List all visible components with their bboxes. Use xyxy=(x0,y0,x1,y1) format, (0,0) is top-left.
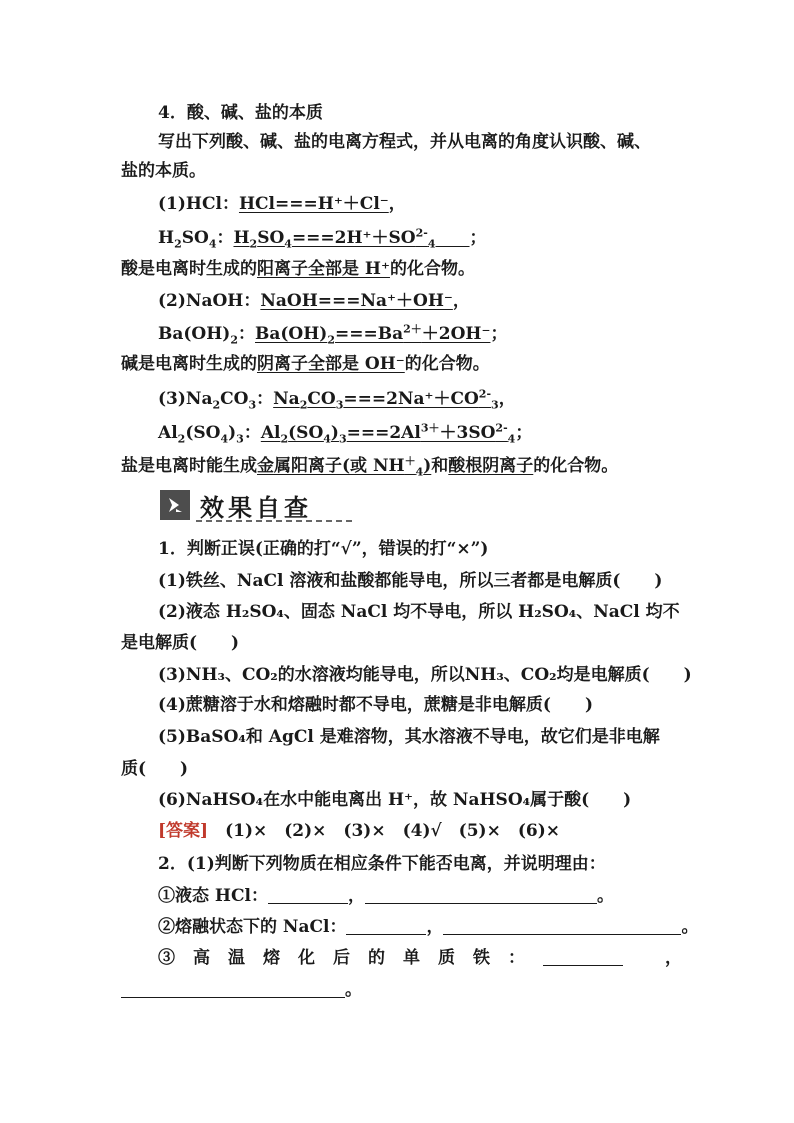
h2so4-equation: $H_2SO_4===2H^++SO^{2-}_4$ xyxy=(233,226,436,251)
salt-def-paren: ) xyxy=(423,456,432,476)
q2-item-2 xyxy=(158,916,698,938)
baoh2-line: $Ba(OH)_2$：$Ba(OH)_2===Ba^{2+}+2OH^-$； xyxy=(158,322,508,347)
base-def-post: 的化合物。 xyxy=(404,354,490,374)
naoh-equation: NaOH===Na⁺＋OH⁻ xyxy=(260,291,453,311)
q1-item-1: (1)铁丝、NaCl 溶液和盐酸都能导电，所以三者都是电解质( ) xyxy=(158,571,663,591)
hcl-label: (1)HCl： xyxy=(158,194,239,214)
al-label: Al xyxy=(158,423,178,443)
comma: ， xyxy=(347,886,365,906)
h2so4-eq-so: SO xyxy=(257,228,285,248)
intro-line-2: 盐的本质。 xyxy=(121,161,206,181)
q1-item-5-line-1: (5)BaSO₄和 AgCl 是难溶物，其水溶液不导电，故它们是非电解 xyxy=(158,727,660,747)
h2so4-label: H xyxy=(158,228,175,248)
al-label-paren: ) xyxy=(228,423,237,443)
h2so4-eq-h: H xyxy=(233,228,250,248)
acid-definition xyxy=(121,258,475,280)
salt-definition xyxy=(121,455,618,477)
al-eq-products: ===2Al xyxy=(346,423,421,443)
answer-blank[interactable] xyxy=(346,916,426,935)
baoh2-eq-c: ＋2OH⁻ xyxy=(421,324,491,344)
salt-def-post: 的化合物。 xyxy=(533,456,619,476)
q1-answer xyxy=(158,820,560,842)
carbonate-charge: 2- xyxy=(478,387,492,401)
answer-label: [答案] xyxy=(158,821,209,841)
period: 。 xyxy=(681,917,699,937)
ammonium-subscript: 4 xyxy=(415,465,424,479)
q2-item-3 xyxy=(158,947,682,969)
barium-charge: 2＋ xyxy=(403,322,422,336)
sulfate-charge: 2- xyxy=(495,421,508,435)
hcl-line xyxy=(158,193,406,215)
carbonate-subscript: 3 xyxy=(491,398,499,412)
h2so4-label-mid: SO xyxy=(181,228,209,248)
answer-text: (1)× (2)× (3)× (4)√ (5)× (6)× xyxy=(225,821,560,841)
al-eq-paren: ) xyxy=(330,423,339,443)
na2co3-colon: ： xyxy=(256,389,274,409)
reason-blank[interactable] xyxy=(365,885,597,904)
baoh2-eq-a: Ba(OH) xyxy=(255,324,328,344)
na2co3-label: (3)Na xyxy=(158,389,213,409)
salt-def-pre: 盐是电离时能生成 xyxy=(121,456,257,476)
acid-def-key: 阳离子全部是 H⁺ xyxy=(257,259,390,279)
salt-def-key-1 xyxy=(257,454,432,479)
na2co3-eq-products: ===2Na⁺＋CO xyxy=(343,389,479,409)
baoh2-colon: ： xyxy=(238,324,255,344)
base-def-pre: 碱是电离时生成的 xyxy=(121,354,257,374)
al-eq-so: (SO xyxy=(288,423,324,443)
comma: ， xyxy=(498,389,516,409)
base-def-key: 阴离子全部是 OH⁻ xyxy=(257,354,405,374)
salt-def-key-2: 酸根阴离子 xyxy=(448,456,534,476)
arrow-right-icon xyxy=(160,490,190,520)
comma: ， xyxy=(452,291,470,311)
q2-item-2-label: ②熔融状态下的 NaCl： xyxy=(158,917,347,937)
q2-stem: 2．(1)判断下列物质在相应条件下能否电离，并说明理由： xyxy=(158,854,606,874)
naoh-line xyxy=(158,290,470,312)
q2-item-1-label: ①液态 HCl： xyxy=(158,886,268,906)
baoh2-eq-b: ===Ba xyxy=(335,324,404,344)
baoh2-label: Ba(OH) xyxy=(158,324,231,344)
base-definition xyxy=(121,353,490,375)
answer-blank[interactable] xyxy=(268,885,348,904)
baoh2-equation: $Ba(OH)_2===Ba^{2+}+2OH^-$ xyxy=(255,322,491,347)
acid-def-post: 的化合物。 xyxy=(389,259,475,279)
sulfate-subscript: 4 xyxy=(427,237,436,251)
q2-item-1 xyxy=(158,885,614,907)
na2co3-equation: $Na_2CO_3===2Na^++CO^{2-}_3$ xyxy=(273,387,499,412)
period: 。 xyxy=(345,980,362,1000)
q1-item-2-line-2: 是电解质( ) xyxy=(121,633,240,653)
q1-item-2-line-1: (2)液态 H₂SO₄、固态 NaCl 均不导电，所以 H₂SO₄、NaCl 均不 xyxy=(158,602,680,622)
comma: ， xyxy=(426,917,444,937)
q1-item-5-line-2: 质( ) xyxy=(121,759,189,779)
q2-item-3-label: ③高温熔化后的单质铁： xyxy=(158,948,543,968)
section-divider xyxy=(196,520,352,522)
period: 。 xyxy=(596,886,614,906)
salt-def-cation: 金属阳离子(或 NH xyxy=(257,456,405,476)
comma: ， xyxy=(665,948,682,968)
h2so4-label-colon: ： xyxy=(216,228,234,248)
salt-def-and: 和 xyxy=(431,456,449,476)
na2co3-label-co: CO xyxy=(220,389,249,409)
comma: ， xyxy=(388,194,406,214)
acid-def-pre: 酸是电离时生成的 xyxy=(121,259,257,279)
h2so4-eq-products: ===2H⁺＋SO xyxy=(291,228,416,248)
hcl-equation: HCl===H⁺＋Cl⁻ xyxy=(238,194,389,214)
q1-item-6: (6)NaHSO₄在水中能电离出 H⁺，故 NaHSO₄属于酸( ) xyxy=(158,790,632,810)
sulfate-subscript: 4 xyxy=(507,432,516,446)
section-title: 效果自查 xyxy=(200,494,312,522)
al-eq-sulfate: ＋3SO xyxy=(439,423,496,443)
heading-acid-base-salt: 4．酸、碱、盐的本质 xyxy=(158,103,323,123)
section-header xyxy=(160,486,330,522)
al-label-so: (SO xyxy=(185,423,221,443)
al2so43-line: $Al_2(SO_4)_3$：$Al_2(SO_4)_3===2Al^{3+}+3SO^{2-}_4$； xyxy=(158,421,533,446)
h2so4-line: $H_2SO_4$：$H_2SO_4===2H^++SO^{2-}_4$ ； xyxy=(158,226,487,251)
naoh-label: (2)NaOH： xyxy=(158,291,261,311)
q1-item-4: (4)蔗糖溶于水和熔融时都不导电，蔗糖是非电解质( ) xyxy=(158,695,594,715)
na2co3-eq-na: Na xyxy=(273,389,300,409)
aluminium-charge: 3＋ xyxy=(420,421,440,435)
intro-line-1: 写出下列酸、碱、盐的电离方程式，并从电离的角度认识酸、碱、 xyxy=(158,132,651,152)
q1-stem: 1．判断正误(正确的打“√”，错误的打“×”) xyxy=(158,539,489,559)
al-eq-al: Al xyxy=(260,423,281,443)
al-colon: ： xyxy=(243,423,261,443)
ammonium-charge: ＋ xyxy=(404,454,416,468)
na2co3-line: $(3)Na_2CO_3$：$Na_2CO_3===2Na^++CO^{2-}_3$， xyxy=(158,387,516,412)
q2-item-3-continued xyxy=(121,979,362,1001)
reason-blank[interactable] xyxy=(443,916,681,935)
q1-item-3: (3)NH₃、CO₂的水溶液均能导电，所以NH₃、CO₂均是电解质( ) xyxy=(158,665,692,685)
al2so43-equation: $Al_2(SO_4)_3===2Al^{3+}+3SO^{2-}_4$ xyxy=(260,421,516,446)
answer-blank[interactable] xyxy=(543,947,623,966)
sulfate-charge: 2- xyxy=(415,226,428,240)
reason-blank[interactable] xyxy=(121,979,345,998)
na2co3-eq-co: CO xyxy=(307,389,336,409)
